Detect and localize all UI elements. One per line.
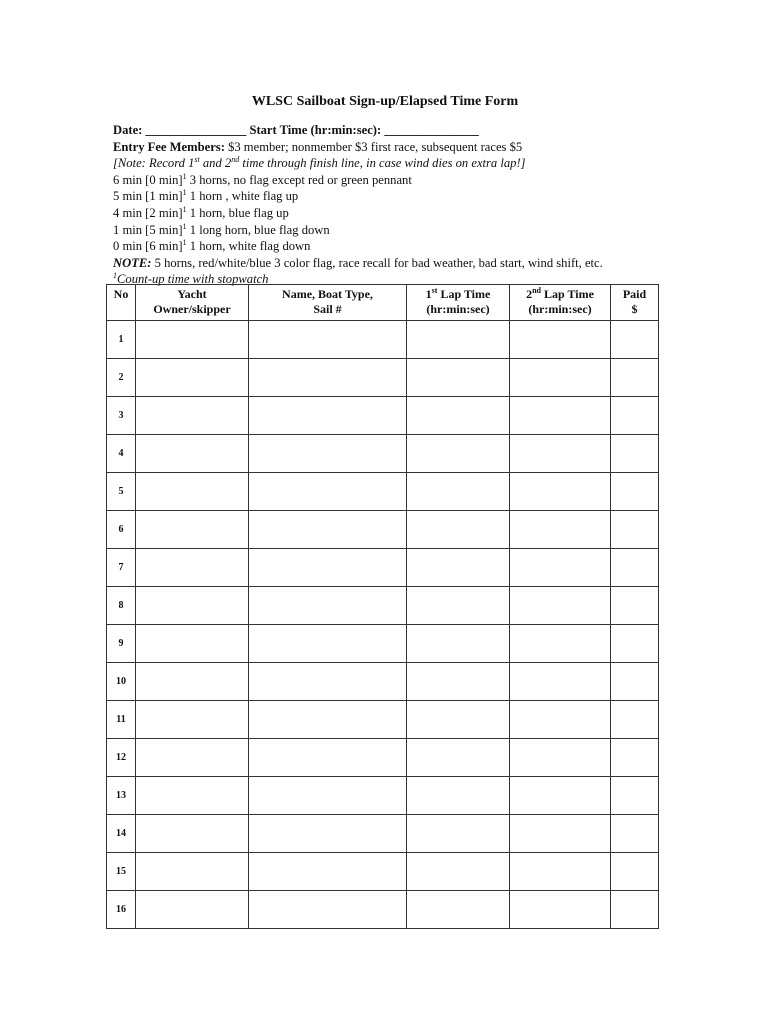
lap1-time-cell[interactable] [407,891,510,929]
table-row [107,359,659,397]
name-boat-cell[interactable] [249,511,407,549]
lap1-time-cell[interactable] [407,549,510,587]
yacht-owner-cell[interactable] [136,625,249,663]
lap2-time-cell[interactable] [510,511,611,549]
lap2-time-cell[interactable] [510,587,611,625]
table-row [107,663,659,701]
recall-note [113,255,673,272]
yacht-owner-cell[interactable] [136,815,249,853]
lap2-time-cell[interactable] [510,891,611,929]
table-row [107,549,659,587]
no-cell: 9 [107,625,136,663]
entry-fee-line [113,139,673,156]
yacht-owner-cell[interactable] [136,853,249,891]
paid-cell[interactable] [611,853,659,891]
paid-cell[interactable] [611,435,659,473]
paid-cell[interactable] [611,815,659,853]
lap1-time-cell[interactable] [407,663,510,701]
lap2-time-cell[interactable] [510,397,611,435]
no-cell: 15 [107,853,136,891]
date-label: Date: [113,123,143,137]
col-lap2-header: 2nd Lap Time (hr:min:sec) [510,285,611,321]
paid-cell[interactable] [611,739,659,777]
table-row [107,511,659,549]
paid-cell[interactable] [611,701,659,739]
footnote: $^1$Count-up time with stopwatch [113,271,269,287]
yacht-owner-cell[interactable] [136,891,249,929]
name-boat-cell[interactable] [249,473,407,511]
yacht-owner-cell[interactable] [136,663,249,701]
record-note: [Note: Record 1st and 2nd time through finish line, in case wind dies on extra lap!] [113,155,526,171]
no-cell: 13 [107,777,136,815]
paid-cell[interactable] [611,359,659,397]
yacht-owner-cell[interactable] [136,777,249,815]
paid-cell[interactable] [611,625,659,663]
entry-fee-text: $3 member; nonmember $3 first race, subsequent races $5 [228,139,523,154]
lap1-time-cell[interactable] [407,435,510,473]
lap1-time-cell[interactable] [407,815,510,853]
name-boat-cell[interactable] [249,625,407,663]
lap1-time-cell[interactable] [407,587,510,625]
no-cell: 7 [107,549,136,587]
signal-list [113,172,673,255]
lap2-time-cell[interactable] [510,853,611,891]
lap2-time-cell[interactable] [510,359,611,397]
yacht-owner-cell[interactable] [136,321,249,359]
no-cell: 14 [107,815,136,853]
table-row [107,815,659,853]
paid-cell[interactable] [611,397,659,435]
table-row [107,891,659,929]
lap1-time-cell[interactable] [407,473,510,511]
name-boat-cell[interactable] [249,397,407,435]
signal-line: 0 min [6 min]$^1$ 1 horn, white flag down [113,237,311,254]
no-cell: 3 [107,397,136,435]
table-row [107,473,659,511]
lap1-time-cell[interactable] [407,359,510,397]
paid-cell[interactable] [611,777,659,815]
no-cell: 1 [107,321,136,359]
paid-cell[interactable] [611,321,659,359]
signal-line: 6 min [0 min]$^1$ 3 horns, no flag except red or green pennant [113,171,412,187]
table-row [107,435,659,473]
lap1-time-cell[interactable] [407,625,510,663]
paid-cell[interactable] [611,587,659,625]
table-row [107,625,659,663]
table-body [107,321,659,929]
table-header-row [107,285,659,321]
no-cell: 4 [107,435,136,473]
name-boat-cell[interactable] [249,321,407,359]
signal-line: 1 min [5 min]$^1$ 1 long horn, blue flag down [113,221,330,237]
lap1-time-cell[interactable] [407,739,510,777]
lap2-time-cell[interactable] [510,473,611,511]
name-boat-cell[interactable] [249,815,407,853]
table-row [107,701,659,739]
name-boat-cell[interactable] [249,435,407,473]
paid-cell[interactable] [611,511,659,549]
form-header [113,122,673,288]
lap2-time-cell[interactable] [510,625,611,663]
note-text: 5 horns, red/white/blue 3 color flag, race recall for bad weather, bad start, wind shift, etc. [151,255,603,270]
yacht-owner-cell[interactable] [136,701,249,739]
yacht-owner-cell[interactable] [136,397,249,435]
name-boat-cell[interactable] [249,739,407,777]
paid-cell[interactable] [611,473,659,511]
paid-cell[interactable] [611,663,659,701]
date-start-line [113,122,673,139]
entry-fee-label: Entry Fee Members: [113,139,225,154]
table-row [107,321,659,359]
date-blank: ________________ [145,123,247,137]
lap2-time-cell[interactable] [510,435,611,473]
yacht-owner-cell[interactable] [136,587,249,625]
name-boat-cell[interactable] [249,587,407,625]
yacht-owner-cell[interactable] [136,549,249,587]
name-boat-cell[interactable] [249,663,407,701]
yacht-owner-cell[interactable] [136,739,249,777]
signal-line: 5 min [1 min]$^1$ 1 horn , white flag up [113,188,299,204]
name-boat-cell[interactable] [249,891,407,929]
col-lap1-header: 1st Lap Time (hr:min:sec) [407,285,510,321]
yacht-owner-cell[interactable] [136,359,249,397]
start-time-label: Start Time (hr:min:sec): [249,123,382,137]
lap2-time-cell[interactable] [510,663,611,701]
name-boat-cell[interactable] [249,549,407,587]
lap2-time-cell[interactable] [510,815,611,853]
lap2-time-cell[interactable] [510,321,611,359]
table-row [107,397,659,435]
name-boat-cell[interactable] [249,701,407,739]
yacht-owner-cell[interactable] [136,435,249,473]
col-yacht-header: Yacht Owner/skipper [136,285,249,321]
signup-table [106,284,659,929]
note-label: NOTE: [113,255,152,270]
yacht-owner-cell[interactable] [136,511,249,549]
yacht-owner-cell[interactable] [136,473,249,511]
no-cell: 6 [107,511,136,549]
table-row [107,587,659,625]
lap1-time-cell[interactable] [407,321,510,359]
lap1-time-cell[interactable] [407,777,510,815]
no-cell: 5 [107,473,136,511]
lap1-time-cell[interactable] [407,853,510,891]
start-time-blank: _______________ [384,123,479,137]
col-no-header: No [107,285,136,321]
lap1-time-cell[interactable] [407,511,510,549]
no-cell: 11 [107,701,136,739]
name-boat-cell[interactable] [249,777,407,815]
col-name-header: Name, Boat Type, Sail # [249,285,407,321]
paid-cell[interactable] [611,549,659,587]
name-boat-cell[interactable] [249,853,407,891]
no-cell: 10 [107,663,136,701]
signal-line: 4 min [2 min]$^1$ 1 horn, blue flag up [113,204,289,220]
table-row [107,739,659,777]
lap2-time-cell[interactable] [510,777,611,815]
lap1-time-cell[interactable] [407,701,510,739]
table-row [107,777,659,815]
col-paid-header: Paid $ [611,285,659,321]
lap2-time-cell[interactable] [510,549,611,587]
lap2-time-cell[interactable] [510,739,611,777]
form-title: WLSC Sailboat Sign-up/Elapsed Time Form [251,94,519,109]
no-cell: 12 [107,739,136,777]
table-row [107,853,659,891]
name-boat-cell[interactable] [249,359,407,397]
no-cell: 16 [107,891,136,929]
paid-cell[interactable] [611,891,659,929]
no-cell: 8 [107,587,136,625]
no-cell: 2 [107,359,136,397]
lap2-time-cell[interactable] [510,701,611,739]
lap1-time-cell[interactable] [407,397,510,435]
